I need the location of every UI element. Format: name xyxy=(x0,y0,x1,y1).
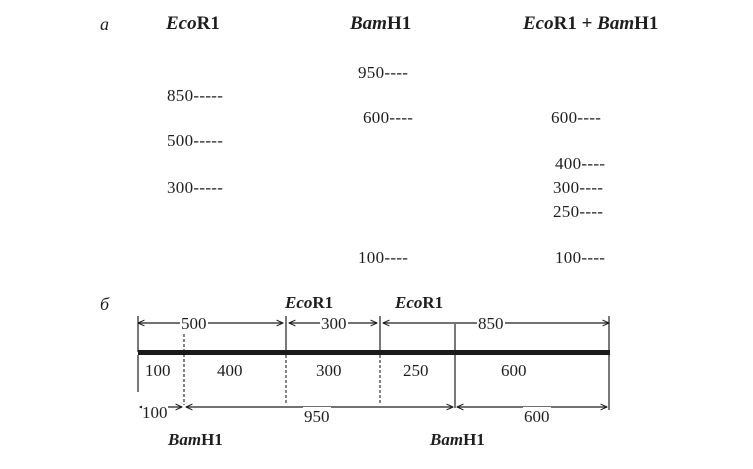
ecori-site-2-italic: Eco xyxy=(395,293,423,312)
panel-b-label: б xyxy=(100,294,110,314)
band-ecori-850: 850----- xyxy=(167,86,224,105)
bamhi-site-1-rest: H1 xyxy=(201,430,223,449)
dna-bar xyxy=(138,350,610,355)
band-bamhi-600: 600---- xyxy=(363,108,414,127)
bamhi-site-label-1 xyxy=(168,430,223,450)
lane-header-ecori-rest: R1 xyxy=(196,13,220,34)
bamhi-site-label-2 xyxy=(430,430,485,450)
span-label-850: 850 xyxy=(478,314,504,333)
bamhi-site-2-rest: H1 xyxy=(463,430,485,449)
lane-header-double-rest-2: H1 xyxy=(634,13,659,34)
ecori-site-1-italic: Eco xyxy=(285,293,313,312)
bamhi-site-1-italic: Bam xyxy=(168,430,202,449)
fragment-400: 400 xyxy=(217,361,243,380)
bamhi-site-2-italic: Bam xyxy=(430,430,464,449)
bottom-span-label-600: 600 xyxy=(524,407,550,426)
fragment-300: 300 xyxy=(316,361,342,380)
lane-header-double-italic-2: Bam xyxy=(597,13,635,34)
band-bamhi-100: 100---- xyxy=(358,248,409,267)
band-double-250: 250---- xyxy=(553,202,604,221)
band-double-100: 100---- xyxy=(555,248,606,267)
fragment-600: 600 xyxy=(501,361,527,380)
ecori-site-2-rest: R1 xyxy=(422,293,444,312)
lane-header-double-italic-1: Eco xyxy=(523,13,554,34)
span-label-500: 500 xyxy=(181,314,207,333)
lane-header-ecori-italic: Eco xyxy=(166,13,197,34)
band-ecori-300: 300----- xyxy=(167,178,224,197)
span-label-300: 300 xyxy=(321,314,347,333)
fragment-100: 100 xyxy=(145,361,171,380)
band-bamhi-950: 950---- xyxy=(358,63,409,82)
lane-header-bamhi-rest: H1 xyxy=(386,13,412,34)
lane-header-bamhi-italic: Bam xyxy=(350,13,387,34)
bottom-span-label-100: 100 xyxy=(142,403,168,422)
panel-a-label: а xyxy=(100,14,109,34)
lane-header-double-rest-1: R1 + xyxy=(553,13,598,34)
band-double-400: 400---- xyxy=(555,154,606,173)
fragment-250: 250 xyxy=(403,361,429,380)
ecori-site-1-rest: R1 xyxy=(312,293,334,312)
bottom-span-label-950: 950 xyxy=(304,407,330,426)
band-double-300: 300---- xyxy=(553,178,604,197)
band-ecori-500: 500----- xyxy=(167,131,224,150)
band-double-600: 600---- xyxy=(551,108,602,127)
